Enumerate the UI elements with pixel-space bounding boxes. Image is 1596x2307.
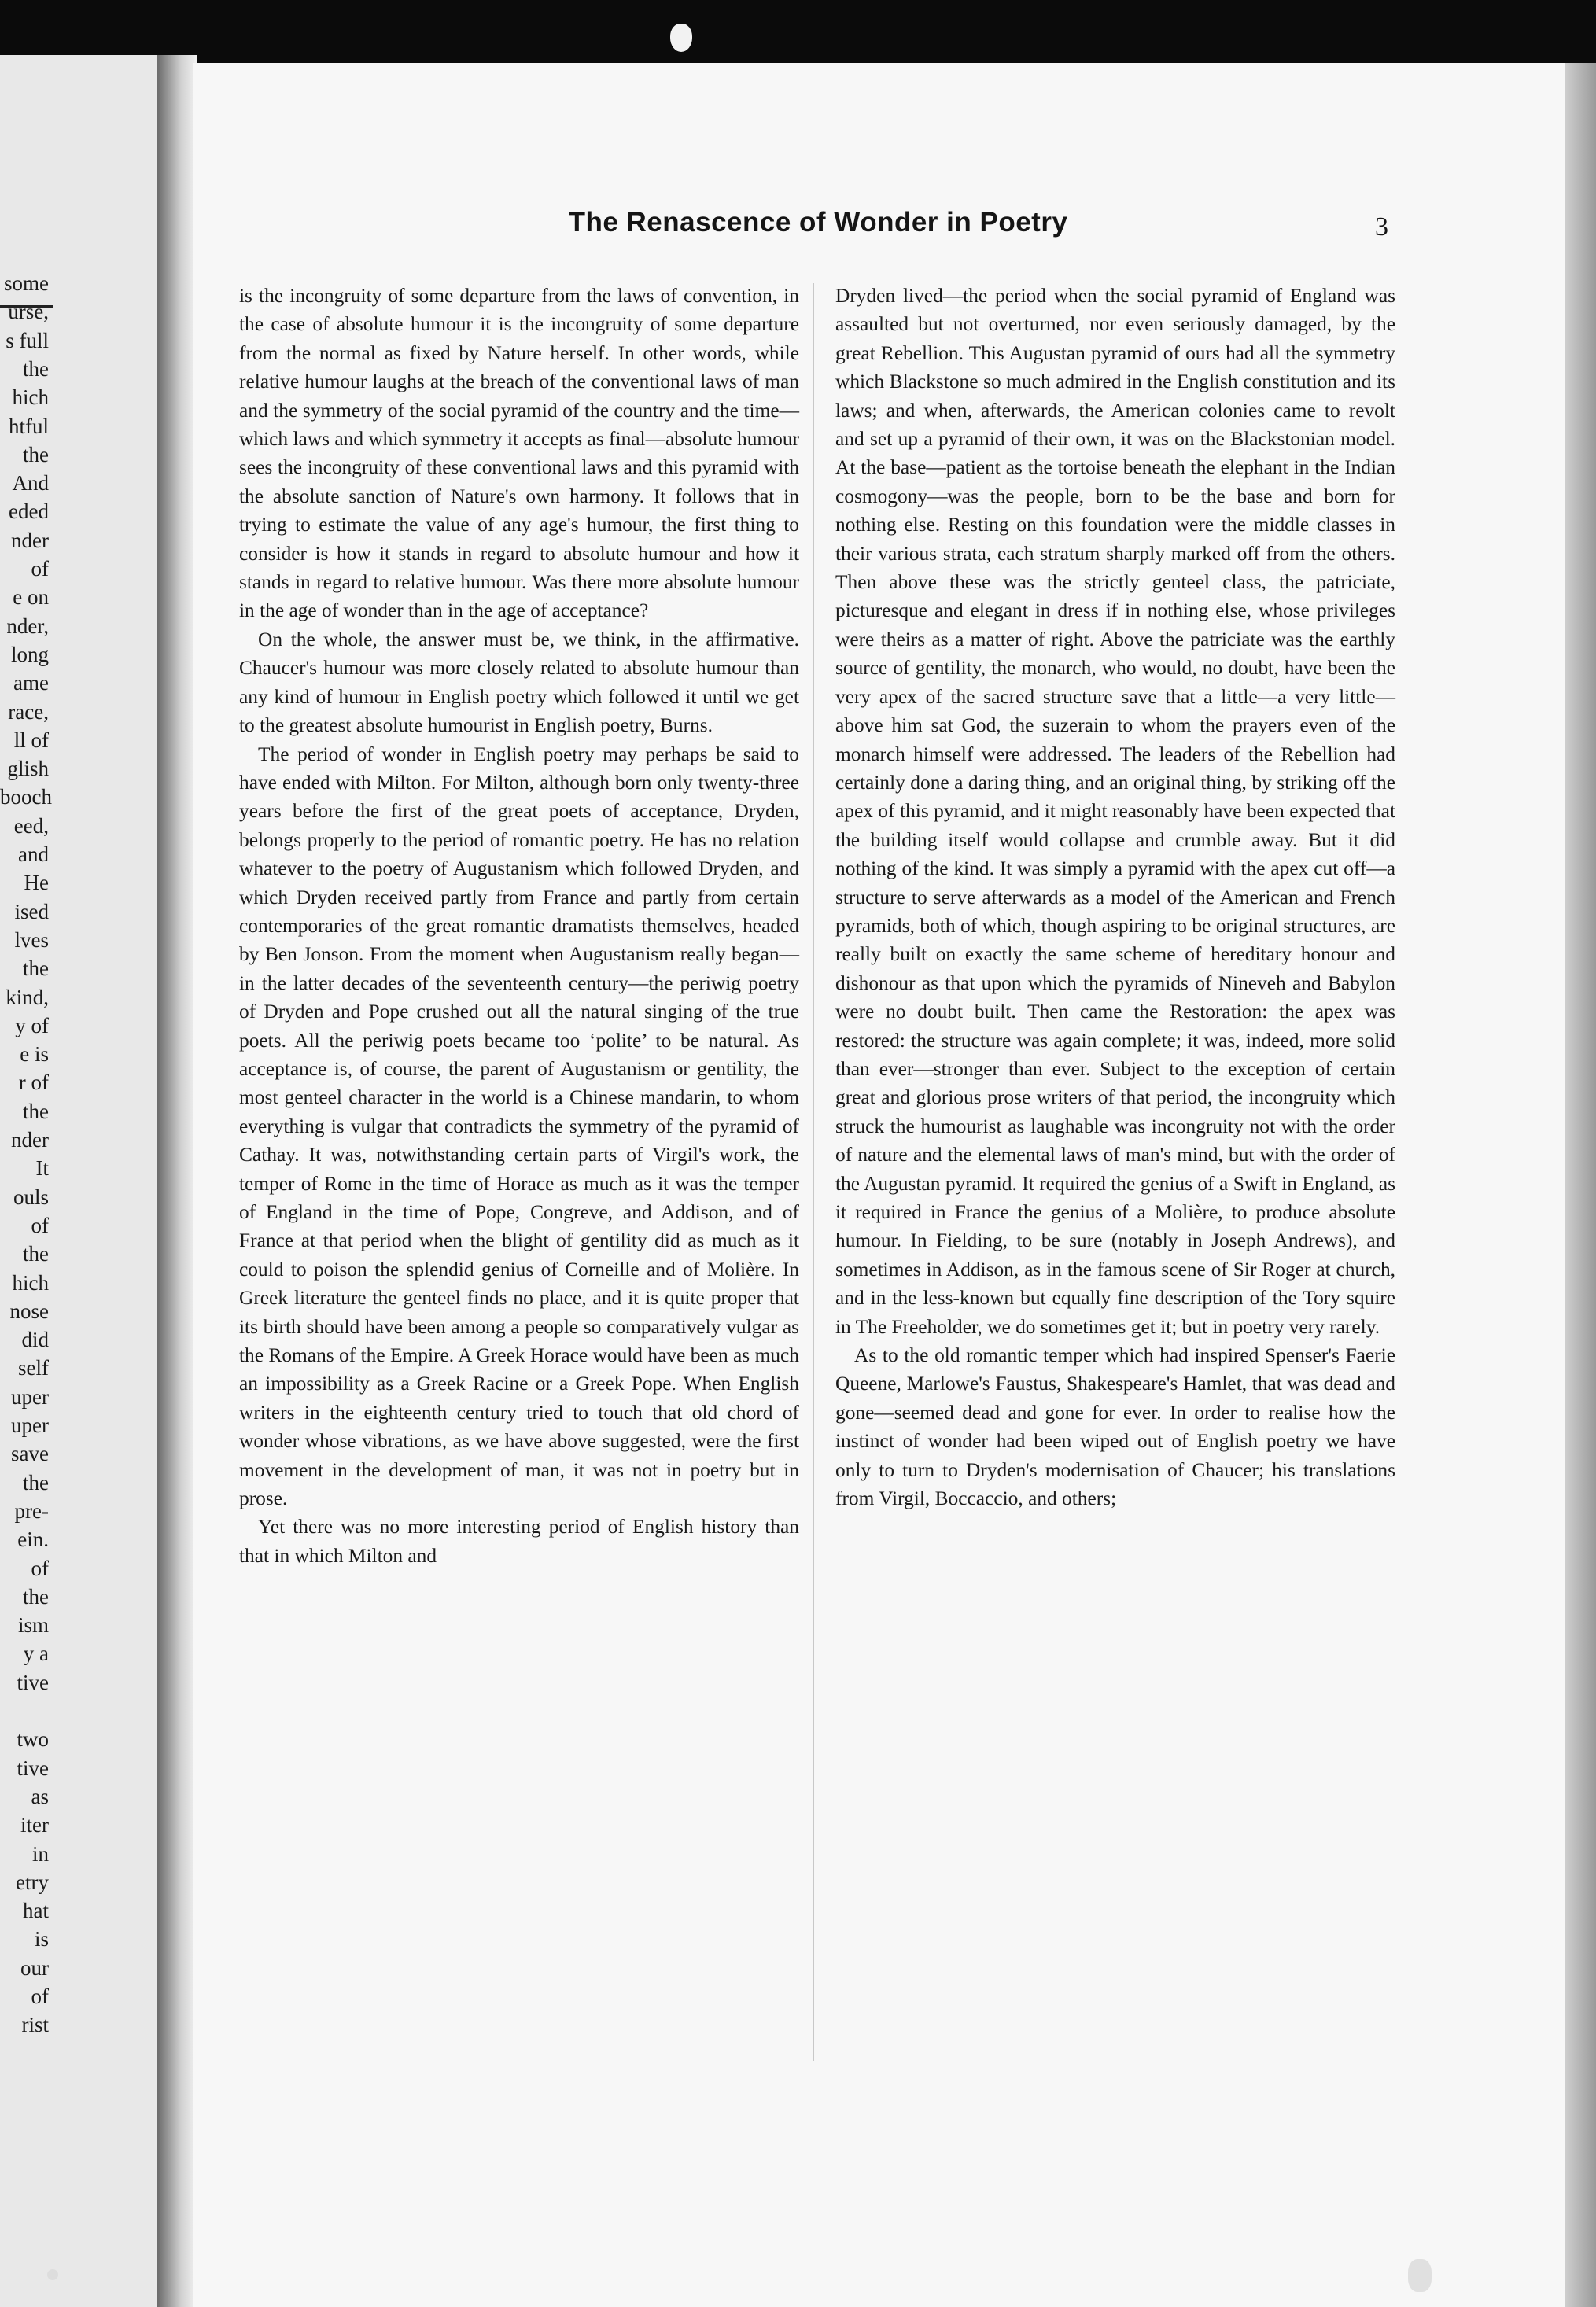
paragraph: As to the old romantic temper which had inspired Spenser's Faerie Queene, Marlowe's Faustus, Shakespeare's Hamlet, that was dead and gone—seemed dead and gone for ever. In order to realise how the instinct of wonder had been wiped out of English poetry we have only to turn to Dryden's modernisation of Chaucer; his translations from Virgil, Boccaccio, and others; [835,1344,1395,1510]
paragraph: On the whole, the answer must be, we think, in the affirmative. Chaucer's humour was more closely related to absolute humour than any kind of humour in English poetry which followed it until we get to the greatest absolute humourist in English poetry, Burns. [239,628,799,737]
previous-page-fragment: race, [8,699,49,724]
previous-page-fragment: rist [21,2013,49,2037]
previous-page-fragment: ame [13,671,49,695]
paragraph: The period of wonder in English poetry may perhaps be said to have ended with Milton. For Milton, although born only twenty-three years before the first of the great poets of acceptance, Dryden, belongs properly to the period of romantic poetry. He has no relation whatever to the poetry of Augustanism which followed Dryden, and which Dryden received partly from France and partly from certain contemporaries of the great romantic dramatists themselves, headed by Ben Jonson. From the moment when Augustanism really began—in the latter decades of the seventeenth century—the periwig poetry of Dryden and Pope crushed out all the natural singing of the true poets. All the periwig poets became too ‘polite’ to be natural. As acceptance is, of course, the parent of Augustanism or gentility, the most genteel character in the world is a Chinese mandarin, to whom everything is vulgar that contradicts the symmetry of the pyramid of Cathay. It was, notwithstanding certain parts of Virgil's work, the temper of Rome in the time of Horace as much as it was the temper of England in the time of Pope, Congreve, and Addison, and of France at that period when the blight of gentility did as much as it could to poison the splendid genius of Corneille and of Molière. In Greek literature the genteel finds no place, and it is quite proper that its birth should have been among a people so comparatively vulgar as the Romans of the Empire. A Greek Horace would have been as much an impossibility as a Greek Racine or a Greek Pope. When English writers in the eighteenth century tried to touch that old chord of wonder whose vibrations, as we have above suggested, were the first movement in the development of man, it was not in poetry but in prose. [239,743,799,1510]
previous-page-fragment: r of [18,1071,49,1095]
previous-page-fragment: as [31,1784,49,1808]
previous-page-fragment: nose [9,1299,49,1323]
previous-page-fragment: our [20,1955,49,1980]
previous-page-fragment: tive [17,1756,49,1780]
previous-page-fragment: hich [12,385,49,410]
previous-page-fragment: two [17,1727,49,1752]
previous-page-fragment: And [12,471,49,496]
previous-page-fragment: hat [23,1899,49,1923]
previous-page-fragment: in [31,1841,49,1866]
previous-page-fragment: ised [14,899,49,923]
previous-page-fragment: long [10,642,49,666]
previous-page-fragment: It [35,1156,49,1181]
previous-page-fragment: of [31,557,49,580]
previous-page-fragment: nder, [6,614,49,638]
previous-page-fragment: of [31,1213,49,1237]
previous-page-fragment: kind, [6,985,49,1009]
previous-page-fragment: and [18,842,49,866]
previous-page-fragment: the [23,356,49,381]
previous-page-fragment: nder [11,1128,49,1152]
previous-page-fragment: ouls [13,1185,49,1209]
book-gutter [157,55,197,2307]
previous-page-fragment: pre- [14,1498,49,1523]
previous-page-fragment: the [23,442,49,466]
paragraph: is the incongruity of some departure from the laws of convention, in the case of absolute humour it is the incongruity of some departure from the normal as fixed by Nature herself. In other words, while relative humour laughs at the breach of the conventional laws of man and the symmetry of the social pyramid of the country and the time—which laws and which symmetry it accepts as final—absolute humour sees the incongruity of these conventional laws and this pyramid with the absolute sanction of Nature's own harmony. It follows that in trying to estimate the value of any age's humour, the first thing to consider is how it stands in regard to absolute humour and how it stands in regard to relative humour. Was there more absolute humour in the age of wonder than in the age of acceptance? [239,285,799,622]
previous-page-fragment: urse, [8,300,49,324]
previous-page-fragment: self [18,1356,49,1380]
previous-page-sliver [0,55,182,2307]
scan-mark-bottom-right [1408,2259,1432,2292]
paragraph: Dryden lived—the period when the social pyramid of England was assaulted but not overturned, nor even seriously damaged, by the great Rebellion. This Augustan pyramid of ours had all the symmetry which Blackstone so much admired in the English constitution and its laws; and when, afterwards, the American colonies came to revolt and set up a pyramid of their own, it was on the Blackstonian model. At the base—patient as the tortoise beneath the elephant in the Indian cosmogony—was the people, born to be the base and born for nothing else. Resting on this foundation were the middle classes in their various strata, each stratum sharply marked off from the others. Then above these was the strictly genteel class, the patriciate, picturesque and elegant in dress if in nothing else, whose privileges were theirs as a matter of right. Above the patriciate was the earthly source of gentility, the monarch, who would, no doubt, have been the very apex of the sacred structure save that a little—a very little—above him sat God, the suzerain to whom the prayers even of the monarch himself were addressed. The leaders of the Rebellion had certainly done a daring thing, and an original thing, by striking off the apex of this pyramid, and it might reasonably have been expected that the building itself would collapse and crumble away. But it did nothing of the kind. It was simply a pyramid with the apex cut off—a structure to serve afterwards as a model of the American and French pyramids, both of which, though aspiring to be original structures, are really built on exactly the same scheme of hereditary honour and dishonour as that upon which the pyramids of Nineveh and Babylon were no doubt built. Then came the Restoration: the apex was restored: the structure was again complete; it was, indeed, more solid than ever—stronger than ever. Subject to the exception of certain great and glorious prose writers of that period, the incongruity which struck the humourist as laughable was incongruity not with the order of nature and the elemental laws of man's mind, but with the order of the Augustan pyramid. It required the genius of a Swift in England, as it required in France the genius of a Molière, to produce absolute humour. In Fielding, to be sure (notably in Joseph Andrews), and sometimes in Addison, as in the famous scene of Sir Roger at church, and in the less-known but equally fine description of the Tory squire in The Freeholder, we do sometimes get it; but in poetry very rarely. [835,285,1395,1338]
previous-page-fragment: glish [7,757,49,781]
paragraph: Yet there was no more interesting period of English history than that in which Milton and [239,1516,799,1567]
text-column-right [835,282,1395,1513]
previous-page-fragment: uper [11,1384,49,1409]
previous-page-fragment: eed, [13,813,49,838]
previous-page-fragment: e is [20,1042,49,1067]
page-number: 3 [1375,212,1388,241]
previous-page-fragment: e on [13,585,49,610]
previous-page-fragment: y of [15,1013,49,1037]
previous-page-fragment: y a [23,1642,49,1666]
previous-page-fragment: ein. [17,1528,49,1552]
previous-page-fragment: booch [0,785,52,809]
previous-page-fragment: the [23,1470,49,1494]
previous-page-fragment: eded [9,499,49,524]
previous-page-fragment: of [31,1556,49,1580]
previous-page-fragment: save [11,1442,49,1466]
previous-page-fragment: the [23,1099,49,1123]
column-divider [813,283,814,2061]
previous-page-fragment: s full [6,328,49,352]
previous-page-fragment: He [24,871,49,895]
previous-page-fragment: the [23,956,49,981]
previous-page-fragment: tive [17,1670,49,1694]
previous-page-fragment: did [21,1328,49,1352]
previous-page-fragment: is [34,1927,49,1951]
previous-page-fragment: ll of [13,728,49,752]
previous-page-fragment: uper [11,1413,49,1437]
previous-page-fragment: ism [17,1613,49,1638]
running-header-title: The Renascence of Wonder in Poetry [568,207,1068,238]
previous-page-fragment: hich [12,1270,49,1295]
previous-page-fragment: some [4,271,49,295]
page-right-edge [1565,63,1596,2307]
scan-mark-bottom-left [47,2269,58,2280]
previous-page-fragment: iter [20,1813,49,1837]
previous-page-fragment: nder [11,528,49,552]
text-column-left [239,282,799,1570]
previous-page-fragment: etry [16,1870,49,1894]
previous-page-fragment: htful [9,414,49,438]
previous-page-fragment: the [23,1242,49,1266]
scan-mark-top [670,24,692,52]
previous-page-fragment: of [31,1985,49,2008]
previous-page-fragment: the [23,1584,49,1609]
previous-page-fragment: lves [14,927,49,952]
